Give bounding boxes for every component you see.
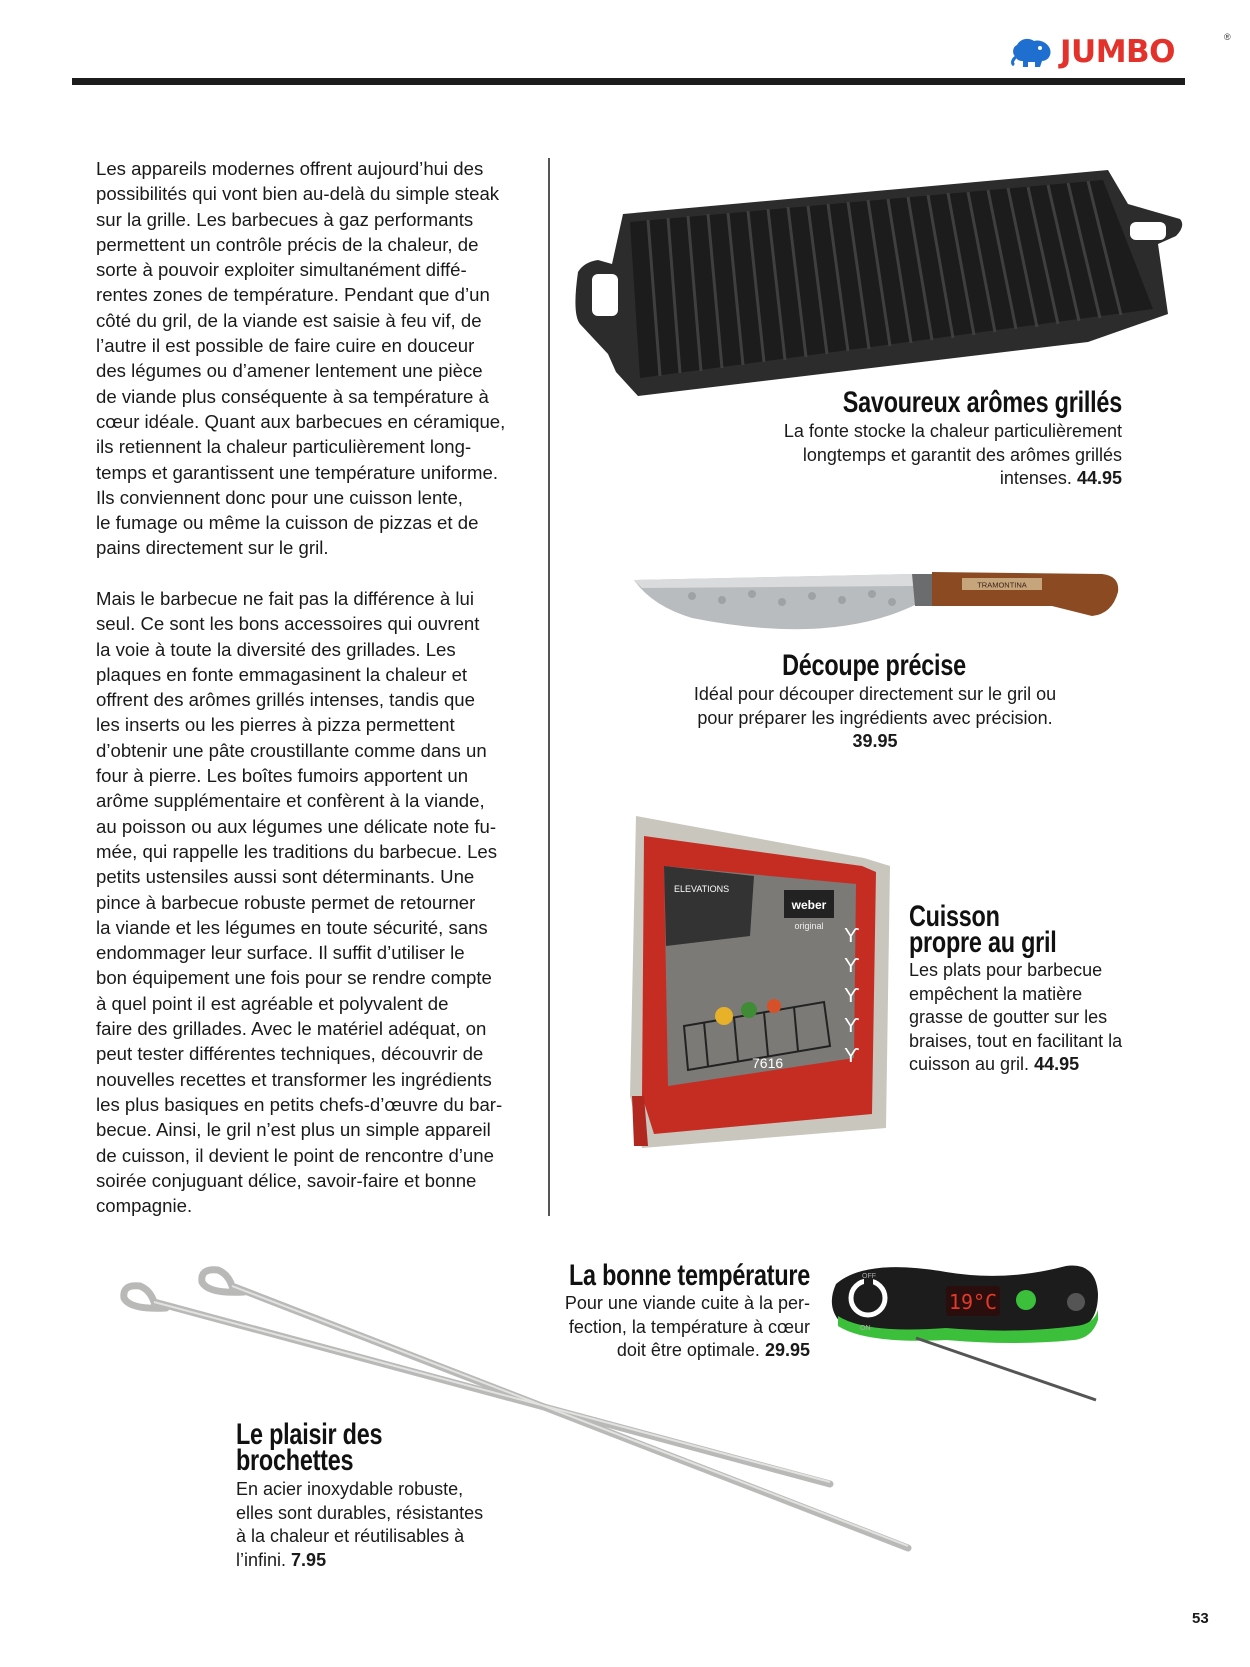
page-number: 53	[1192, 1610, 1209, 1627]
knife-description: Idéal pour découper directement sur le gril ou pour préparer les ingrédients avec précision.	[693, 684, 1057, 728]
pan-title-line-1: Cuisson	[909, 900, 1000, 933]
svg-text:ϒ: ϒ	[844, 955, 860, 977]
pan-price: 44.95	[1034, 1054, 1080, 1074]
griddle-title: Savoureux arômes grillés	[842, 386, 1122, 419]
thermometer-off-label: OFF	[862, 1273, 876, 1280]
griddle-description: La fonte stocke la chaleur particulièrement longtemps et garantit des arômes grillés intenses. 44.95	[783, 421, 1122, 488]
elephant-mascot-icon	[1010, 35, 1054, 69]
svg-text:ϒ: ϒ	[844, 925, 860, 947]
column-divider	[548, 158, 550, 1216]
package-brand-label: weber	[791, 898, 827, 912]
package-line-label: ELEVATIONS	[674, 884, 730, 894]
thermometer-on-label: ON	[860, 1325, 871, 1332]
thermometer-title: La bonne température	[568, 1259, 810, 1292]
pan-title-line-2: propre au gril	[909, 926, 1057, 959]
svg-text:ϒ: ϒ	[844, 1015, 860, 1037]
jumbo-logo	[1010, 34, 1175, 70]
skewers-title-line-2: brochettes	[236, 1444, 354, 1477]
skewers-description: En acier inoxydable robuste, elles sont durables, résistantes à la chaleur et réutilisables à l’infini. 7.95	[236, 1479, 484, 1570]
knife-price: 39.95	[852, 731, 898, 751]
svg-text:ϒ: ϒ	[844, 1045, 860, 1067]
chef-knife-image	[632, 566, 1122, 646]
griddle-price: 44.95	[1076, 468, 1122, 488]
trademark-symbol: ®	[1224, 32, 1231, 42]
skewers-price: 7.95	[291, 1549, 327, 1570]
package-code-label: 7616	[752, 1055, 784, 1071]
thermometer-description: Pour une viande cuite à la per- fection, la température à cœur doit être optimale. 29.95	[564, 1293, 810, 1360]
knife-title: Découpe précise	[782, 649, 966, 682]
svg-text:ϒ: ϒ	[844, 985, 860, 1007]
logo-text: JUMBO	[1060, 34, 1176, 70]
pan-title	[909, 900, 1057, 959]
pan-description: Les plats pour barbecue empêchent la matière grasse de goutter sur les braises, tout en facilitant la cuisson au gril. 44.95	[909, 960, 1123, 1074]
grill-pan-package-image	[624, 796, 894, 1148]
cast-iron-griddle-image	[568, 164, 1188, 404]
thermometer-price: 29.95	[764, 1340, 810, 1360]
article-paragraph-2: Mais le barbecue ne fait pas la différence à lui seul. Ce sont les bons accessoires qui ouvrent la voie à toute la diversité des grillades. Les plaques en fonte emmagasinent la chaleur et offrent des arômes grillés intenses, tandis que les inserts ou les pierres à pizza permettent d’obtenir une pâte croustillante comme dans un four à pierre. Les boîtes fumoirs apportent un arôme supplémentaire et confèrent à la viande, au poisson ou aux légumes une délicate note fu- mée, qui rappelle les traditions du barbecue. Les petits ustensiles aussi sont déterminants. Une pince à barbecue robuste permet de retourner la viande et les légumes en toute sécurité, sans endommager leur surface. Il suffit d’utiliser le bon équipement une fois pour se rendre compte à quel point il est agréable et polyvalent de faire des grillades. Avec le matériel adéquat, on peut tester différentes techniques, découvrir de nouvelles recettes et transformer les ingrédients les plus basiques en petits chefs-d’œuvre du bar- becue. Ainsi, le gril n’est plus un simple appareil de cuisson, il devient le point de rencontre d’une soirée conjuguant délice, savoir-faire et bonne compagnie.	[96, 588, 503, 1217]
skewers-title-line-1: Le plaisir des	[236, 1418, 383, 1451]
skewers-title	[236, 1418, 383, 1477]
article-paragraph-1: Les appareils modernes offrent aujourd’hui des possibilités qui vont bien au-delà du simple steak sur la grille. Les barbecues à gaz performants permettent un contrôle précis de la chaleur, de sorte à pouvoir exploiter simultanément diffé- rentes zones de température. Pendant que d’un côté du gril, de la viande est saisie à feu vif, de l’autre il est possible de faire cuire en douceur des légumes ou d’amener lentement une pièce de viande plus conséquente à sa température à cœur idéale. Quant aux barbecues en céramique, ils retiennent la chaleur particulièrement long- temps et garantissent une température uniforme. Ils conviennent donc pour une cuisson lente, le fumage ou même la cuisson de pizzas et de pains directement sur le gril.	[96, 158, 506, 559]
header-rule	[72, 78, 1185, 85]
knife-brand-label: TRAMONTINA	[977, 580, 1027, 590]
thermometer-display: 19°C	[948, 1290, 998, 1314]
package-sub-label: original	[794, 921, 824, 931]
